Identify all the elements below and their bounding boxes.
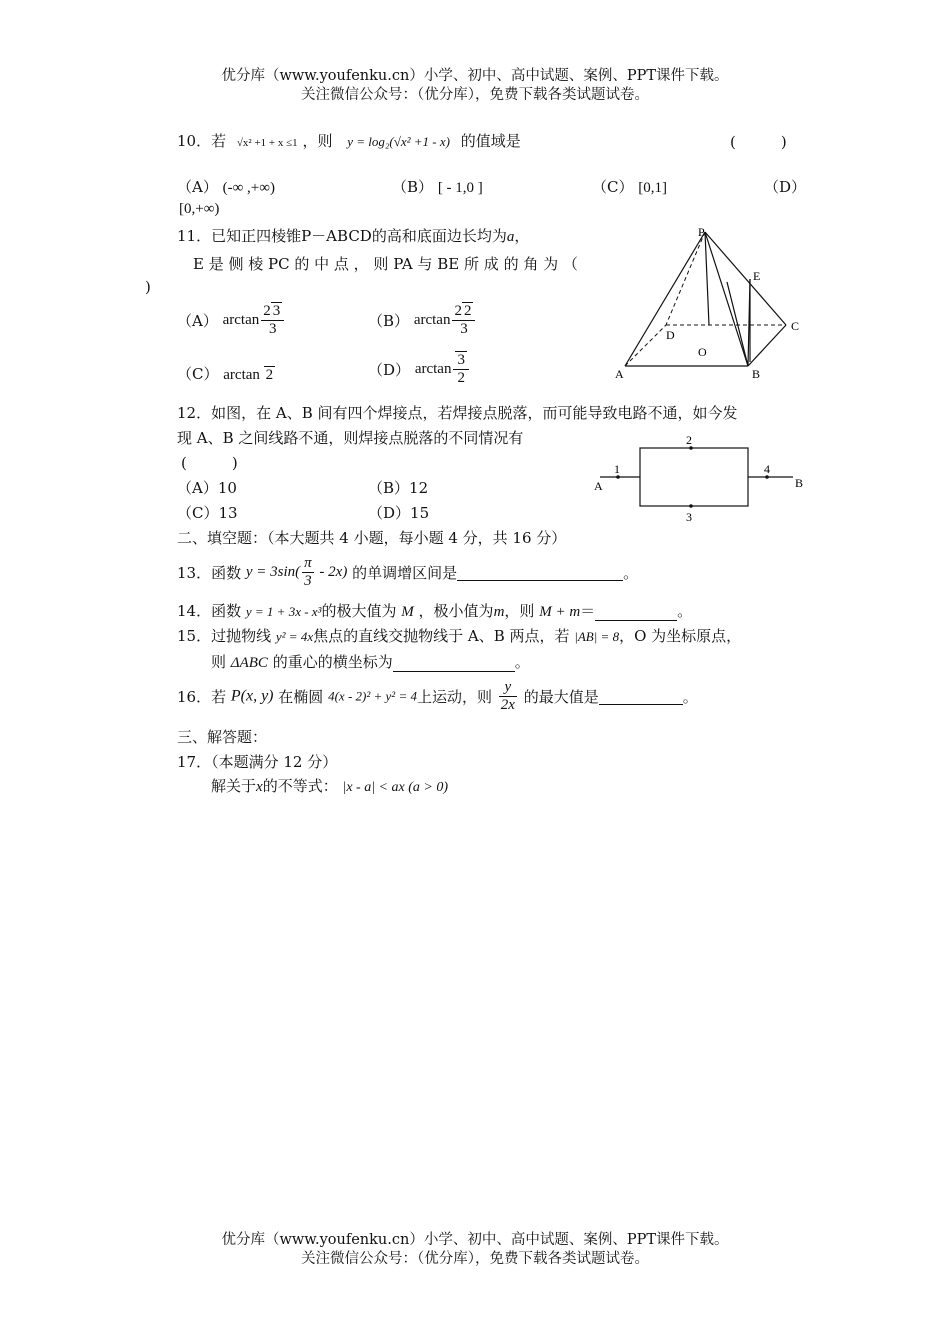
- q11-option-d-value: arctan $\frac{3}{2}$: [415, 361, 471, 377]
- q10-mid: ，则: [302, 132, 333, 150]
- label-b: B: [752, 367, 761, 381]
- label-e: E: [753, 269, 761, 283]
- q16-pre: 16．若: [177, 688, 227, 706]
- q15-line2b: 的重心的横坐标为: [272, 653, 393, 671]
- q12-option-a: （A）10: [177, 479, 237, 497]
- q13-answer-blank[interactable]: [457, 565, 623, 581]
- q14-mid3: ，则: [504, 602, 535, 620]
- q15-line2a: 则: [211, 653, 227, 671]
- q11-option-d-label: （D）: [368, 361, 411, 379]
- q11-option-b: [368, 303, 477, 338]
- q10-option-b: [392, 176, 483, 197]
- q17-inequality: |x - a| < ax (a > 0): [342, 780, 448, 795]
- q12-answer-paren: ( ): [181, 454, 238, 472]
- q10-tail: 的值域是: [460, 132, 521, 150]
- q10-answer-paren: ( ): [730, 133, 787, 151]
- q10-option-d-label: （D）: [764, 178, 807, 196]
- circuit-label-1: 1: [614, 462, 620, 476]
- q11-option-a-label: （A）: [177, 312, 218, 330]
- q15-tail: ，O 为坐标原点，: [619, 627, 742, 645]
- q14-answer-blank[interactable]: [595, 605, 677, 621]
- q16-answer-blank[interactable]: [599, 689, 683, 705]
- q11-option-b-value: arctan $\frac{2 2}{3}$: [414, 312, 478, 328]
- circuit-label-4: 4: [764, 462, 770, 476]
- q10-option-b-value: [ - 1,0 ]: [437, 180, 483, 196]
- question-12-line-2: 现 A、B 之间线路不通，则焊接点脱落的不同情况有: [177, 429, 524, 447]
- q14-var-M: M: [401, 604, 414, 620]
- question-15-line-1: [177, 625, 741, 646]
- q15-pre: 15．过抛物线: [177, 627, 272, 645]
- q16-end: 。: [682, 688, 698, 706]
- question-14: [177, 600, 692, 621]
- q12-option-d: （D）15: [368, 504, 430, 522]
- footer-line-2: 关注微信公众号：（优分库），免费下载各类试题试卷。: [301, 1251, 649, 1267]
- q14-mid1: 的极大值为: [321, 602, 397, 620]
- pyramid-figure: [610, 222, 810, 384]
- q11-text: 11．已知正四棱锥P－ABCD的高和底面边长均为: [177, 227, 507, 245]
- label-c: C: [791, 319, 800, 333]
- question-16: [177, 679, 698, 714]
- q15-ab-length: |AB| = 8: [574, 629, 620, 644]
- q15-triangle: ΔABC: [230, 655, 268, 671]
- q10-condition: √x² +1 + x ≤1: [236, 137, 298, 149]
- label-o: O: [698, 345, 707, 359]
- q11-option-d: [368, 352, 471, 387]
- q10-option-d-value: [0,+∞): [179, 201, 220, 217]
- q15-answer-blank[interactable]: [393, 656, 515, 672]
- question-12-line-1: 12．如图，在 A、B 间有四个焊接点，若焊接点脱落，而可能导致电路不通，如今发: [177, 404, 738, 422]
- q10-option-b-label: （B）: [392, 178, 434, 196]
- q16-mid2: 上运动，则: [416, 688, 492, 706]
- q11-option-b-label: （B）: [368, 312, 410, 330]
- q10-option-c: [592, 176, 667, 197]
- q10-function: y = log₂(√x² +1 - x): [347, 134, 450, 149]
- q14-function: y = 1 + 3x - x³: [245, 604, 322, 619]
- q16-mid: 在椭圆: [278, 688, 324, 706]
- circuit-label-a: A: [594, 479, 603, 493]
- circuit-label-b: B: [795, 476, 804, 490]
- circuit-label-2: 2: [686, 433, 692, 447]
- q13-function: y = 3sin( $\frac{\pi}{3}$ - 2x): [245, 555, 348, 589]
- q15-mid: 焦点的直线交抛物线于 A、B 两点，若: [313, 627, 570, 645]
- q11-option-c: [177, 363, 275, 384]
- circuit-figure: [588, 430, 810, 525]
- label-d: D: [666, 328, 675, 342]
- q14-expression: M + m: [539, 604, 581, 620]
- section-3-title: 三、解答题：: [177, 728, 268, 746]
- q16-fraction: $\frac{y}{2x}$: [500, 679, 515, 713]
- q11-var-a: a: [506, 229, 515, 245]
- q13-post: 的单调增区间是: [352, 564, 458, 582]
- question-17-body: [211, 775, 448, 796]
- q15-parabola: y² = 4x: [275, 629, 314, 644]
- question-11-line-1: [177, 225, 529, 246]
- q14-equals: ＝: [580, 602, 596, 620]
- q10-number: 10．若: [177, 132, 227, 150]
- q15-end: 。: [514, 653, 530, 671]
- q17-mid: 的不等式：: [262, 777, 338, 795]
- q11-option-a-value: arctan $\frac{2 3}{3}$: [223, 312, 287, 328]
- q11-text-end: ，: [514, 227, 530, 245]
- q10-option-c-value: [0,1]: [638, 180, 668, 196]
- q11-option-c-label: （C）: [177, 365, 219, 383]
- q16-point: P(x, y): [230, 687, 274, 705]
- q13-end: 。: [623, 564, 639, 582]
- q16-ellipse: 4(x - 2)² + y² = 4: [328, 688, 417, 704]
- question-11-line-2: E 是 侧 棱 PC 的 中 点 ， 则 PA 与 BE 所 成 的 角 为 （: [193, 255, 578, 273]
- question-11-line-3: ): [145, 278, 151, 296]
- label-a: A: [615, 367, 624, 381]
- question-10: [177, 130, 521, 151]
- q14-pre: 14．函数: [177, 602, 242, 620]
- q10-option-a-label: （A）: [177, 178, 218, 196]
- q10-option-c-label: （C）: [592, 178, 634, 196]
- q14-end: 。: [677, 602, 693, 620]
- q16-tail: 的最大值是: [523, 688, 599, 706]
- circuit-label-3: 3: [686, 510, 692, 524]
- q11-option-c-value: arctan 2: [223, 367, 274, 383]
- question-13: [177, 555, 638, 590]
- label-p: P: [698, 225, 705, 239]
- q10-option-a: [177, 176, 275, 197]
- q17-pre: 解关于: [211, 777, 257, 795]
- q14-mid2: ，极小值为: [418, 602, 494, 620]
- q14-var-m: m: [493, 604, 505, 620]
- q11-option-a: [177, 303, 286, 338]
- q12-option-b: （B）12: [368, 479, 429, 497]
- question-15-line-2: [211, 651, 530, 672]
- footer-line-1: 优分库（www.youfenku.cn）小学、初中、高中试题、案例、PPT课件下载。: [221, 1232, 729, 1248]
- q17-var-x: x: [256, 779, 263, 795]
- header-line-1: 优分库（www.youfenku.cn）小学、初中、高中试题、案例、PPT课件下载。: [221, 68, 729, 84]
- question-17-head: 17．（本题满分 12 分）: [177, 753, 338, 771]
- section-2-title: 二、填空题：（本大题共 4 小题，每小题 4 分，共 16 分）: [177, 529, 567, 547]
- q10-option-a-value: (-∞ ,+∞): [222, 180, 275, 196]
- q13-pre: 13．函数: [177, 564, 242, 582]
- header-line-2: 关注微信公众号：（优分库），免费下载各类试题试卷。: [301, 87, 649, 103]
- q12-option-c: （C）13: [177, 504, 238, 522]
